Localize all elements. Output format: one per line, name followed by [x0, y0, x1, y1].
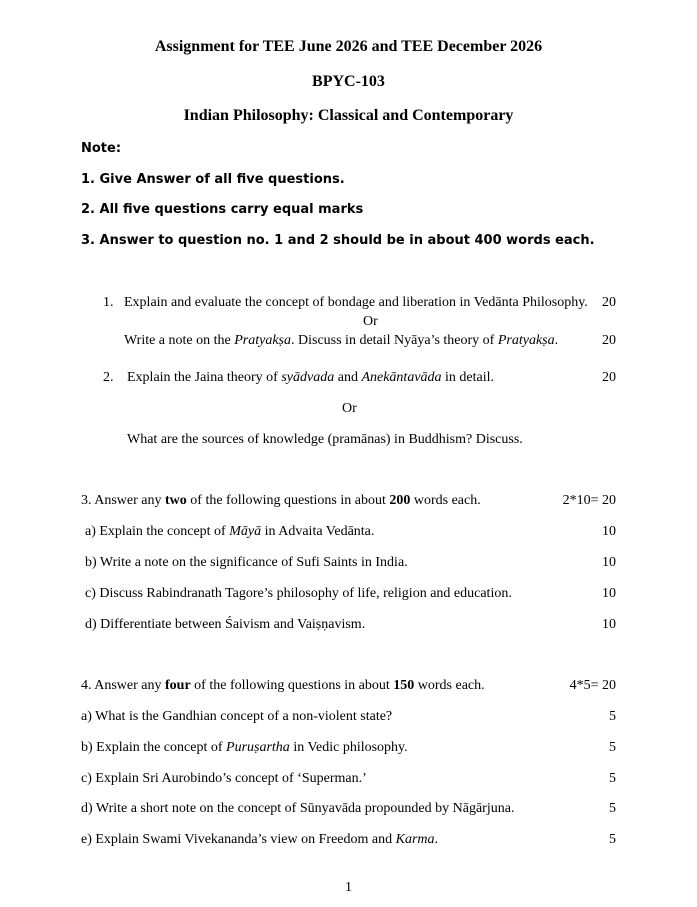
- question-1-text: Explain and evaluate the concept of bondage and liberation in Vedānta Philosophy.: [124, 295, 588, 310]
- question-3b-marks: 10: [602, 555, 616, 570]
- question-4d-text: d) Write a short note on the concept of Sūnyavāda propounded by Nāgārjuna.: [81, 801, 515, 816]
- question-3c-text: c) Discuss Rabindranath Tagore’s philosophy of life, religion and education.: [85, 586, 512, 601]
- note-item-3: 3. Answer to question no. 1 and 2 should be in about 400 words each.: [81, 233, 595, 248]
- question-2-or: Or: [342, 401, 357, 416]
- question-4-marks: 4*5= 20: [569, 678, 616, 693]
- question-4b-text: b) Explain the concept of Puruṣartha in Vedic philosophy.: [81, 740, 408, 755]
- term-pratyaksa-1: Pratyakṣa: [234, 333, 291, 348]
- course-code: BPYC-103: [312, 73, 385, 90]
- question-3d-text: d) Differentiate between Śaivism and Vaiṣṇavism.: [85, 617, 366, 632]
- note-heading: Note:: [81, 141, 122, 156]
- question-4a-marks: 5: [609, 709, 616, 724]
- term-syadvada: syādvada: [281, 370, 335, 385]
- term-purusartha: Puruṣartha: [226, 740, 290, 755]
- question-2-marks: 20: [602, 370, 616, 385]
- question-1-number: 1.: [103, 295, 114, 310]
- question-3c-marks: 10: [602, 586, 616, 601]
- course-title: Indian Philosophy: Classical and Contemporary: [183, 107, 514, 124]
- note-item-2: 2. All five questions carry equal marks: [81, 202, 364, 217]
- question-1-alt-text: Write a note on the Pratyakṣa. Discuss in detail Nyāya’s theory of Pratyakṣa.: [124, 333, 559, 348]
- question-4e-marks: 5: [609, 832, 616, 847]
- question-4-intro: 4. Answer any four of the following questions in about 150 words each.: [81, 678, 485, 693]
- question-4d-marks: 5: [609, 801, 616, 816]
- question-4c-text: c) Explain Sri Aurobindo’s concept of ‘Superman.’: [81, 771, 367, 786]
- question-4e-text: e) Explain Swami Vivekananda’s view on Freedom and Karma.: [81, 832, 439, 847]
- question-3-intro: 3. Answer any two of the following questions in about 200 words each.: [81, 493, 481, 508]
- question-4c-marks: 5: [609, 771, 616, 786]
- question-3a-marks: 10: [602, 524, 616, 539]
- question-2-number: 2.: [103, 370, 114, 385]
- note-item-1: 1. Give Answer of all five questions.: [81, 172, 345, 187]
- question-4a-text: a) What is the Gandhian concept of a non-violent state?: [81, 709, 393, 724]
- term-pratyaksa-2: Pratyakṣa: [497, 333, 555, 348]
- question-1-alt-marks: 20: [602, 333, 616, 348]
- assignment-title: Assignment for TEE June 2026 and TEE December 2026: [154, 38, 543, 55]
- term-maya: Māyā: [229, 524, 262, 539]
- question-2-text: Explain the Jaina theory of syādvada and Anekāntavāda in detail.: [127, 370, 495, 385]
- page-number: 1: [345, 880, 352, 895]
- question-3a-text: a) Explain the concept of Māyā in Advaita Vedānta.: [85, 524, 375, 539]
- question-3b-text: b) Write a note on the significance of Sufi Saints in India.: [85, 555, 408, 570]
- question-1-marks: 20: [602, 295, 616, 310]
- term-karma: Karma: [395, 832, 435, 847]
- question-3-marks: 2*10= 20: [562, 493, 616, 508]
- question-3d-marks: 10: [602, 617, 616, 632]
- question-2-alt-text: What are the sources of knowledge (pramānas) in Buddhism? Discuss.: [127, 432, 523, 447]
- question-1-or: Or: [363, 314, 378, 329]
- term-anekantavada: Anekāntavāda: [361, 370, 442, 385]
- question-4b-marks: 5: [609, 740, 616, 755]
